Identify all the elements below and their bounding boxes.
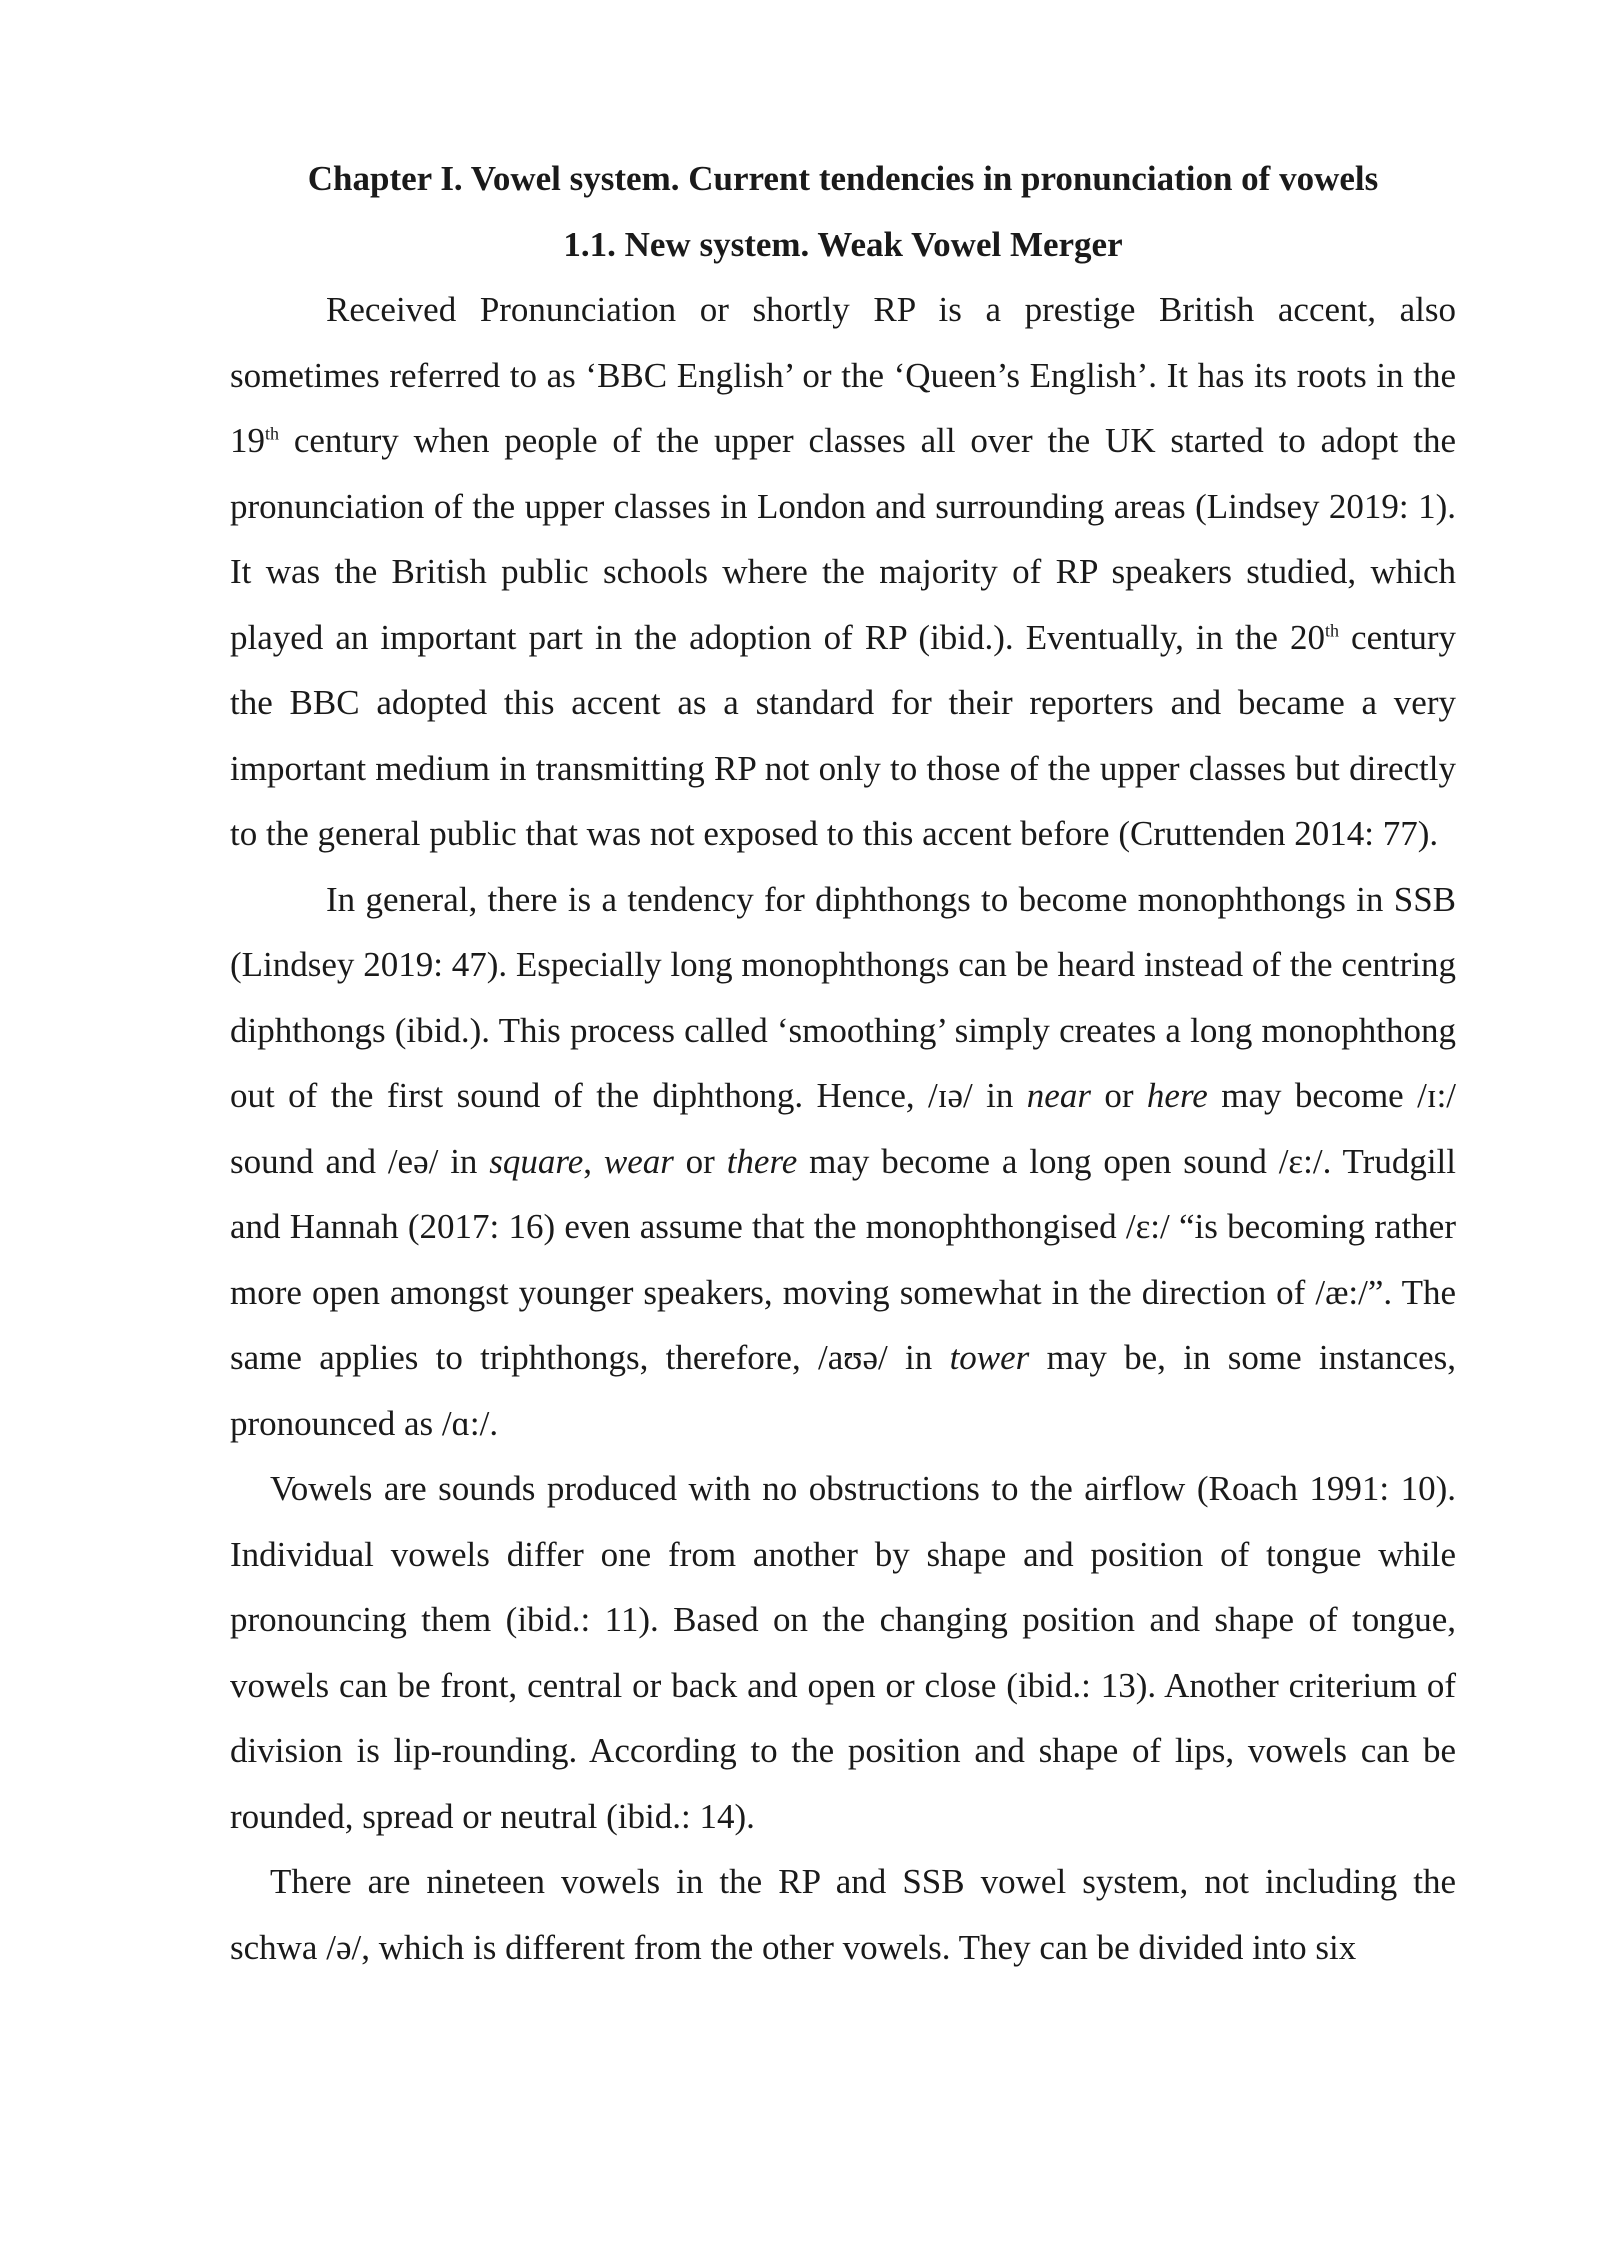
section-title: 1.1. New system. Weak Vowel Merger xyxy=(563,224,1123,264)
paragraph-text: In general, there is a tendency for diphthongs to become monophthongs in SSB (Lindsey 2019: 47). Especially long monophthongs can be heard instead of the centring diphthongs (ibid.). This process called ‘smoothing’ simply creates a long monophthong out of the first sound of the diphthong. Hence, /ɪə/ in xyxy=(230,879,1456,1115)
paragraph-text: may be, in some instances, pronounced as /ɑ:/. xyxy=(230,1338,1456,1443)
superscript-ordinal: th xyxy=(1324,619,1339,640)
paragraph-text: may become /ɪ:/ sound and /eə/ in xyxy=(230,1076,1457,1181)
example-word: near xyxy=(1026,1076,1091,1115)
example-word: tower xyxy=(949,1338,1030,1377)
example-word: here xyxy=(1146,1076,1208,1115)
paragraph-vowel-count: There are nineteen vowels in the RP and SSB vowel system, not including the schwa /ə/, which is different from the other vowels. They can be divided into six xyxy=(230,1862,1456,1967)
document-body xyxy=(230,146,1456,1980)
paragraph-text: or xyxy=(673,1141,727,1181)
paragraph-rp-history xyxy=(230,277,1456,867)
paragraph-text: , xyxy=(583,1141,604,1181)
chapter-title: Chapter I. Vowel system. Current tendencies in pronunciation of vowels xyxy=(307,159,1379,198)
example-word: square xyxy=(489,1141,584,1181)
paragraph-text: or xyxy=(1090,1076,1147,1115)
paragraph-text: may become a long open sound /ɛ:/. Trudgill and Hannah (2017: 16) even assume that the monophthongised /ɛ:/ “is becoming rather more open amongst younger speakers, moving somewhat in the direction of /æ:/”. The same applies to triphthongs, therefore, /aʊə/ in xyxy=(230,1141,1457,1377)
paragraph-vowel-definition: Vowels are sounds produced with no obstructions to the airflow (Roach 1991: 10). Individual vowels differ one from another by shape and position of tongue while pronouncing them (ibid.: 11). Based on the changing position and shape of tongue, vowels can be front, central or back and open or close (ibid.: 13). Another criterium of division is lip-rounding. According to the position and shape of lips, vowels can be rounded, spread or neutral (ibid.: 14). xyxy=(230,1469,1456,1836)
example-word: wear xyxy=(603,1141,674,1181)
superscript-ordinal: th xyxy=(265,423,280,444)
paragraph-text: century the BBC adopted this accent as a standard for their reporters and became a very important medium in transmitting RP not only to those of the upper classes but directly to the general public that was not exposed to this accent before (Cruttenden 2014: 77). xyxy=(230,617,1456,853)
paragraph-text: Received Pronunciation or shortly RP is a prestige British accent, also sometimes referred to as ‘BBC English’ or the ‘Queen’s English’. It has its roots in the 19 xyxy=(230,290,1456,460)
paragraph-smoothing xyxy=(230,867,1456,1457)
paragraph-text: century when people of the upper classes all over the UK started to adopt the pronunciation of the upper classes in London and surrounding areas (Lindsey 2019: 1). It was the British public schools where the majority of RP speakers studied, which played an important part in the adoption of RP (ibid.). Eventually, in the 20 xyxy=(230,421,1456,657)
example-word: there xyxy=(726,1141,798,1181)
